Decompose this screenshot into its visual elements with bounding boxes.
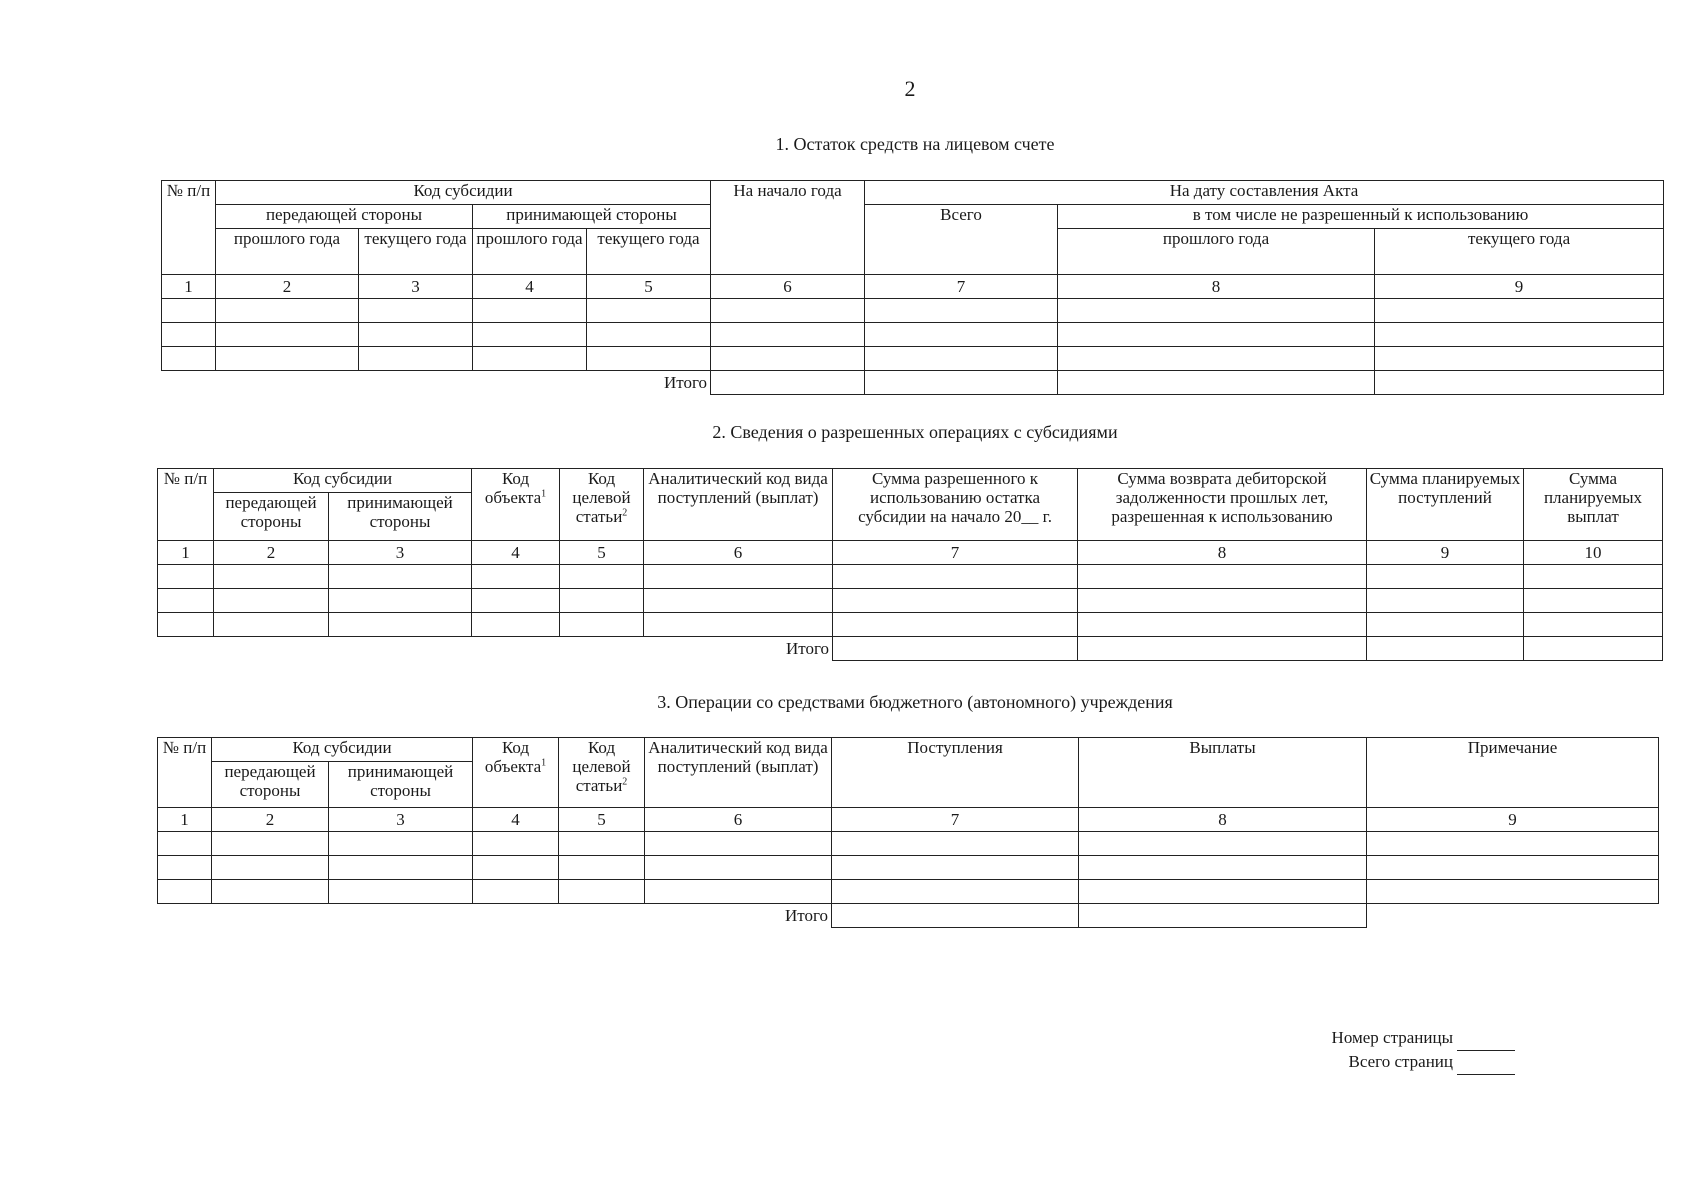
s2-blank-row xyxy=(158,565,1663,589)
table-cell[interactable] xyxy=(559,832,645,856)
s1-blank-row xyxy=(162,347,1664,371)
table-cell[interactable] xyxy=(1524,589,1663,613)
s2-kod-tselevoy-header xyxy=(560,469,644,541)
section2-table xyxy=(157,468,1663,661)
s2-kod-obekta-text: Код объекта xyxy=(484,469,542,508)
s3-kod-obekta-text: Код объекта xyxy=(484,738,542,777)
s1-num-9: 9 xyxy=(1375,275,1664,299)
table-cell[interactable] xyxy=(560,613,644,637)
table-cell[interactable] xyxy=(645,880,832,904)
s1-num-7: 7 xyxy=(865,275,1058,299)
footer-page-number-line xyxy=(1332,1027,1515,1051)
table-cell[interactable] xyxy=(1058,299,1375,323)
table-cell[interactable] xyxy=(711,371,865,395)
table-cell[interactable] xyxy=(645,832,832,856)
s2-num-8: 8 xyxy=(1078,541,1367,565)
table-cell[interactable] xyxy=(1367,856,1659,880)
s3-kod-tselevoy-text: Код целевой статьи xyxy=(572,738,631,796)
table-cell[interactable] xyxy=(329,613,472,637)
table-cell[interactable] xyxy=(216,347,359,371)
table-cell[interactable] xyxy=(560,565,644,589)
table-cell[interactable] xyxy=(587,347,711,371)
page-footer xyxy=(1332,1027,1515,1075)
table-cell[interactable] xyxy=(162,299,216,323)
table-cell[interactable] xyxy=(329,832,473,856)
footer-total-pages-line xyxy=(1332,1051,1515,1075)
footer-page-number-label: Номер страницы xyxy=(1331,1028,1453,1047)
table-cell[interactable] xyxy=(359,299,473,323)
s1-num-6: 6 xyxy=(711,275,865,299)
table-cell[interactable] xyxy=(1079,904,1367,928)
s1-peredayushchey-header: передающей стороны xyxy=(216,205,473,229)
s1-prinimayushchey-proshlogo: прошлого года xyxy=(473,229,587,275)
s1-blank-row xyxy=(162,299,1664,323)
s2-kod-subsidii-header: Код субсидии xyxy=(214,469,472,493)
table-cell[interactable] xyxy=(645,856,832,880)
table-cell[interactable] xyxy=(865,299,1058,323)
s2-num-2: 2 xyxy=(214,541,329,565)
s3-analiticheskiy-header: Аналитический код вида поступлений (выплат) xyxy=(645,738,832,808)
s2-num-1: 1 xyxy=(158,541,214,565)
table-cell[interactable] xyxy=(473,347,587,371)
table-cell[interactable] xyxy=(329,880,473,904)
section3-table xyxy=(157,737,1659,928)
table-cell[interactable] xyxy=(711,347,865,371)
table-cell[interactable] xyxy=(473,856,559,880)
s1-v-tom-chisle-header: в том числе не разрешенный к использованию xyxy=(1058,205,1664,229)
table-cell[interactable] xyxy=(329,589,472,613)
table-cell[interactable] xyxy=(1367,637,1524,661)
table-cell[interactable] xyxy=(214,565,329,589)
s3-num-2: 2 xyxy=(212,808,329,832)
table-cell[interactable] xyxy=(560,589,644,613)
table-cell[interactable] xyxy=(865,371,1058,395)
s1-na-datu-header: На дату составления Акта xyxy=(865,181,1664,205)
table-cell[interactable] xyxy=(1079,832,1367,856)
s1-num-8: 8 xyxy=(1058,275,1375,299)
s2-col-no-header: № п/п xyxy=(158,469,214,541)
table-cell[interactable] xyxy=(1058,323,1375,347)
s1-itogo-row xyxy=(162,371,1664,395)
footnote-2-marker: 2 xyxy=(622,776,628,788)
s1-peredayushchey-tekushchego: текущего года xyxy=(359,229,473,275)
s3-vyplaty-header: Выплаты xyxy=(1079,738,1367,808)
table-cell[interactable] xyxy=(1078,613,1367,637)
table-cell[interactable] xyxy=(832,904,1079,928)
page-number: 2 xyxy=(904,76,916,101)
footnote-1-marker: 1 xyxy=(541,757,547,769)
s1-num-4: 4 xyxy=(473,275,587,299)
footnote-2-marker: 2 xyxy=(622,507,628,519)
s1-vsego-header: Всего xyxy=(865,205,1058,275)
table-cell[interactable] xyxy=(865,323,1058,347)
s2-num-4: 4 xyxy=(472,541,560,565)
table-cell[interactable] xyxy=(329,565,472,589)
table-cell-empty xyxy=(1367,904,1659,928)
s2-summa-razreshennogo-header: Сумма разрешенного к использованию остатка субсидии на начало 20__ г. xyxy=(833,469,1078,541)
table-cell[interactable] xyxy=(473,832,559,856)
section2-title: 2. Сведения о разрешенных операциях с субсидиями xyxy=(712,422,1118,442)
table-cell[interactable] xyxy=(212,856,329,880)
table-cell[interactable] xyxy=(1367,832,1659,856)
table-cell[interactable] xyxy=(644,565,833,589)
table-cell[interactable] xyxy=(833,613,1078,637)
table-cell[interactable] xyxy=(1079,880,1367,904)
table-cell[interactable] xyxy=(473,880,559,904)
footer-total-pages-blank[interactable] xyxy=(1457,1051,1515,1075)
s3-num-3: 3 xyxy=(329,808,473,832)
table-cell[interactable] xyxy=(832,856,1079,880)
table-cell[interactable] xyxy=(1524,565,1663,589)
table-cell[interactable] xyxy=(472,565,560,589)
s2-kod-obekta-header xyxy=(472,469,560,541)
section1-table xyxy=(161,180,1664,395)
table-cell[interactable] xyxy=(1078,565,1367,589)
s2-itogo-row xyxy=(158,637,1663,661)
s2-num-10: 10 xyxy=(1524,541,1663,565)
table-cell[interactable] xyxy=(587,323,711,347)
footnote-1-marker: 1 xyxy=(541,488,547,500)
s2-kod-tselevoy-text: Код целевой статьи xyxy=(572,469,631,527)
s2-num-5: 5 xyxy=(560,541,644,565)
s1-ne-razreshennyy-tekushchego: текущего года xyxy=(1375,229,1664,275)
s2-peredayushchey-header: передающей стороны xyxy=(214,493,329,541)
table-cell[interactable] xyxy=(1079,856,1367,880)
table-cell[interactable] xyxy=(1367,613,1524,637)
s3-num-8: 8 xyxy=(1079,808,1367,832)
table-cell[interactable] xyxy=(1058,371,1375,395)
s3-num-7: 7 xyxy=(832,808,1079,832)
table-cell[interactable] xyxy=(212,880,329,904)
s3-num-4: 4 xyxy=(473,808,559,832)
table-cell[interactable] xyxy=(833,589,1078,613)
s1-prinimayushchey-header: принимающей стороны xyxy=(473,205,711,229)
s1-na-nachalo-goda-header: На начало года xyxy=(711,181,865,275)
table-cell[interactable] xyxy=(216,299,359,323)
s1-blank-row xyxy=(162,323,1664,347)
table-cell[interactable] xyxy=(559,856,645,880)
table-cell[interactable] xyxy=(833,637,1078,661)
table-cell[interactable] xyxy=(1375,299,1664,323)
table-cell[interactable] xyxy=(711,323,865,347)
table-cell[interactable] xyxy=(329,856,473,880)
table-cell[interactable] xyxy=(472,613,560,637)
s3-postupleniya-header: Поступления xyxy=(832,738,1079,808)
table-cell[interactable] xyxy=(1078,637,1367,661)
s1-col-no-header: № п/п xyxy=(162,181,216,275)
s3-prinimayushchey-header: принимающей стороны xyxy=(329,762,473,808)
s2-blank-row xyxy=(158,589,1663,613)
table-cell[interactable] xyxy=(1375,371,1664,395)
table-cell[interactable] xyxy=(162,347,216,371)
table-cell[interactable] xyxy=(473,323,587,347)
table-cell[interactable] xyxy=(1375,323,1664,347)
s1-num-3: 3 xyxy=(359,275,473,299)
s3-num-6: 6 xyxy=(645,808,832,832)
table-cell[interactable] xyxy=(1078,589,1367,613)
s3-col-no-header: № п/п xyxy=(158,738,212,808)
s3-blank-row xyxy=(158,856,1659,880)
table-cell[interactable] xyxy=(1058,347,1375,371)
s3-num-1: 1 xyxy=(158,808,212,832)
table-cell[interactable] xyxy=(1367,589,1524,613)
s3-kod-subsidii-header: Код субсидии xyxy=(212,738,473,762)
s1-ne-razreshennyy-proshlogo: прошлого года xyxy=(1058,229,1375,275)
s2-summa-postupleniy-header: Сумма планируемых поступлений xyxy=(1367,469,1524,541)
table-cell[interactable] xyxy=(158,589,214,613)
footer-total-pages-label: Всего страниц xyxy=(1348,1051,1453,1071)
s2-prinimayushchey-header: принимающей стороны xyxy=(329,493,472,541)
s3-peredayushchey-header: передающей стороны xyxy=(212,762,329,808)
s2-itogo-label: Итого xyxy=(785,639,830,659)
table-cell[interactable] xyxy=(359,323,473,347)
s1-num-5: 5 xyxy=(587,275,711,299)
table-cell[interactable] xyxy=(216,323,359,347)
s1-peredayushchey-proshlogo: прошлого года xyxy=(216,229,359,275)
footer-page-number-blank[interactable] xyxy=(1457,1027,1515,1051)
s3-itogo-label: Итого xyxy=(784,906,829,926)
s1-num-1: 1 xyxy=(162,275,216,299)
table-cell[interactable] xyxy=(833,565,1078,589)
s3-primechanie-header: Примечание xyxy=(1367,738,1659,808)
table-cell[interactable] xyxy=(1524,637,1663,661)
table-cell[interactable] xyxy=(214,589,329,613)
table-cell[interactable] xyxy=(644,613,833,637)
s1-numbers-row xyxy=(162,275,1664,299)
table-cell[interactable] xyxy=(644,589,833,613)
s2-num-9: 9 xyxy=(1367,541,1524,565)
table-cell[interactable] xyxy=(832,880,1079,904)
table-cell[interactable] xyxy=(1367,565,1524,589)
section3-title: 3. Операции со средствами бюджетного (автономного) учреждения xyxy=(657,692,1173,712)
table-cell[interactable] xyxy=(559,880,645,904)
s3-itogo-row xyxy=(158,904,1659,928)
table-cell[interactable] xyxy=(162,323,216,347)
table-cell[interactable] xyxy=(212,832,329,856)
s3-num-5: 5 xyxy=(559,808,645,832)
s3-kod-tselevoy-header xyxy=(559,738,645,808)
table-cell[interactable] xyxy=(832,832,1079,856)
s2-analiticheskiy-header: Аналитический код вида поступлений (выплат) xyxy=(644,469,833,541)
s2-num-6: 6 xyxy=(644,541,833,565)
table-cell[interactable] xyxy=(158,856,212,880)
s3-blank-row xyxy=(158,832,1659,856)
s1-num-2: 2 xyxy=(216,275,359,299)
s2-summa-vyplat-header: Сумма планируемых выплат xyxy=(1524,469,1663,541)
table-cell[interactable] xyxy=(158,832,212,856)
s3-kod-obekta-header xyxy=(473,738,559,808)
s2-num-3: 3 xyxy=(329,541,472,565)
table-cell[interactable] xyxy=(473,299,587,323)
table-cell[interactable] xyxy=(1524,613,1663,637)
table-cell[interactable] xyxy=(711,299,865,323)
table-cell[interactable] xyxy=(587,299,711,323)
s3-num-9: 9 xyxy=(1367,808,1659,832)
s1-prinimayushchey-tekushchego: текущего года xyxy=(587,229,711,275)
s3-blank-row xyxy=(158,880,1659,904)
table-cell[interactable] xyxy=(1367,880,1659,904)
s2-blank-row xyxy=(158,613,1663,637)
s2-numbers-row xyxy=(158,541,1663,565)
s3-numbers-row xyxy=(158,808,1659,832)
s2-summa-vozvrata-header: Сумма возврата дебиторской задолженности прошлых лет, разрешенная к использованию xyxy=(1078,469,1367,541)
table-cell[interactable] xyxy=(865,347,1058,371)
table-cell[interactable] xyxy=(472,589,560,613)
table-cell[interactable] xyxy=(158,565,214,589)
table-cell[interactable] xyxy=(214,613,329,637)
s1-itogo-label: Итого xyxy=(663,373,708,393)
table-cell[interactable] xyxy=(359,347,473,371)
table-cell[interactable] xyxy=(1375,347,1664,371)
s1-kod-subsidii-header: Код субсидии xyxy=(216,181,711,205)
table-cell[interactable] xyxy=(158,613,214,637)
table-cell[interactable] xyxy=(158,880,212,904)
s2-num-7: 7 xyxy=(833,541,1078,565)
section1-title: 1. Остаток средств на лицевом счете xyxy=(775,134,1055,154)
